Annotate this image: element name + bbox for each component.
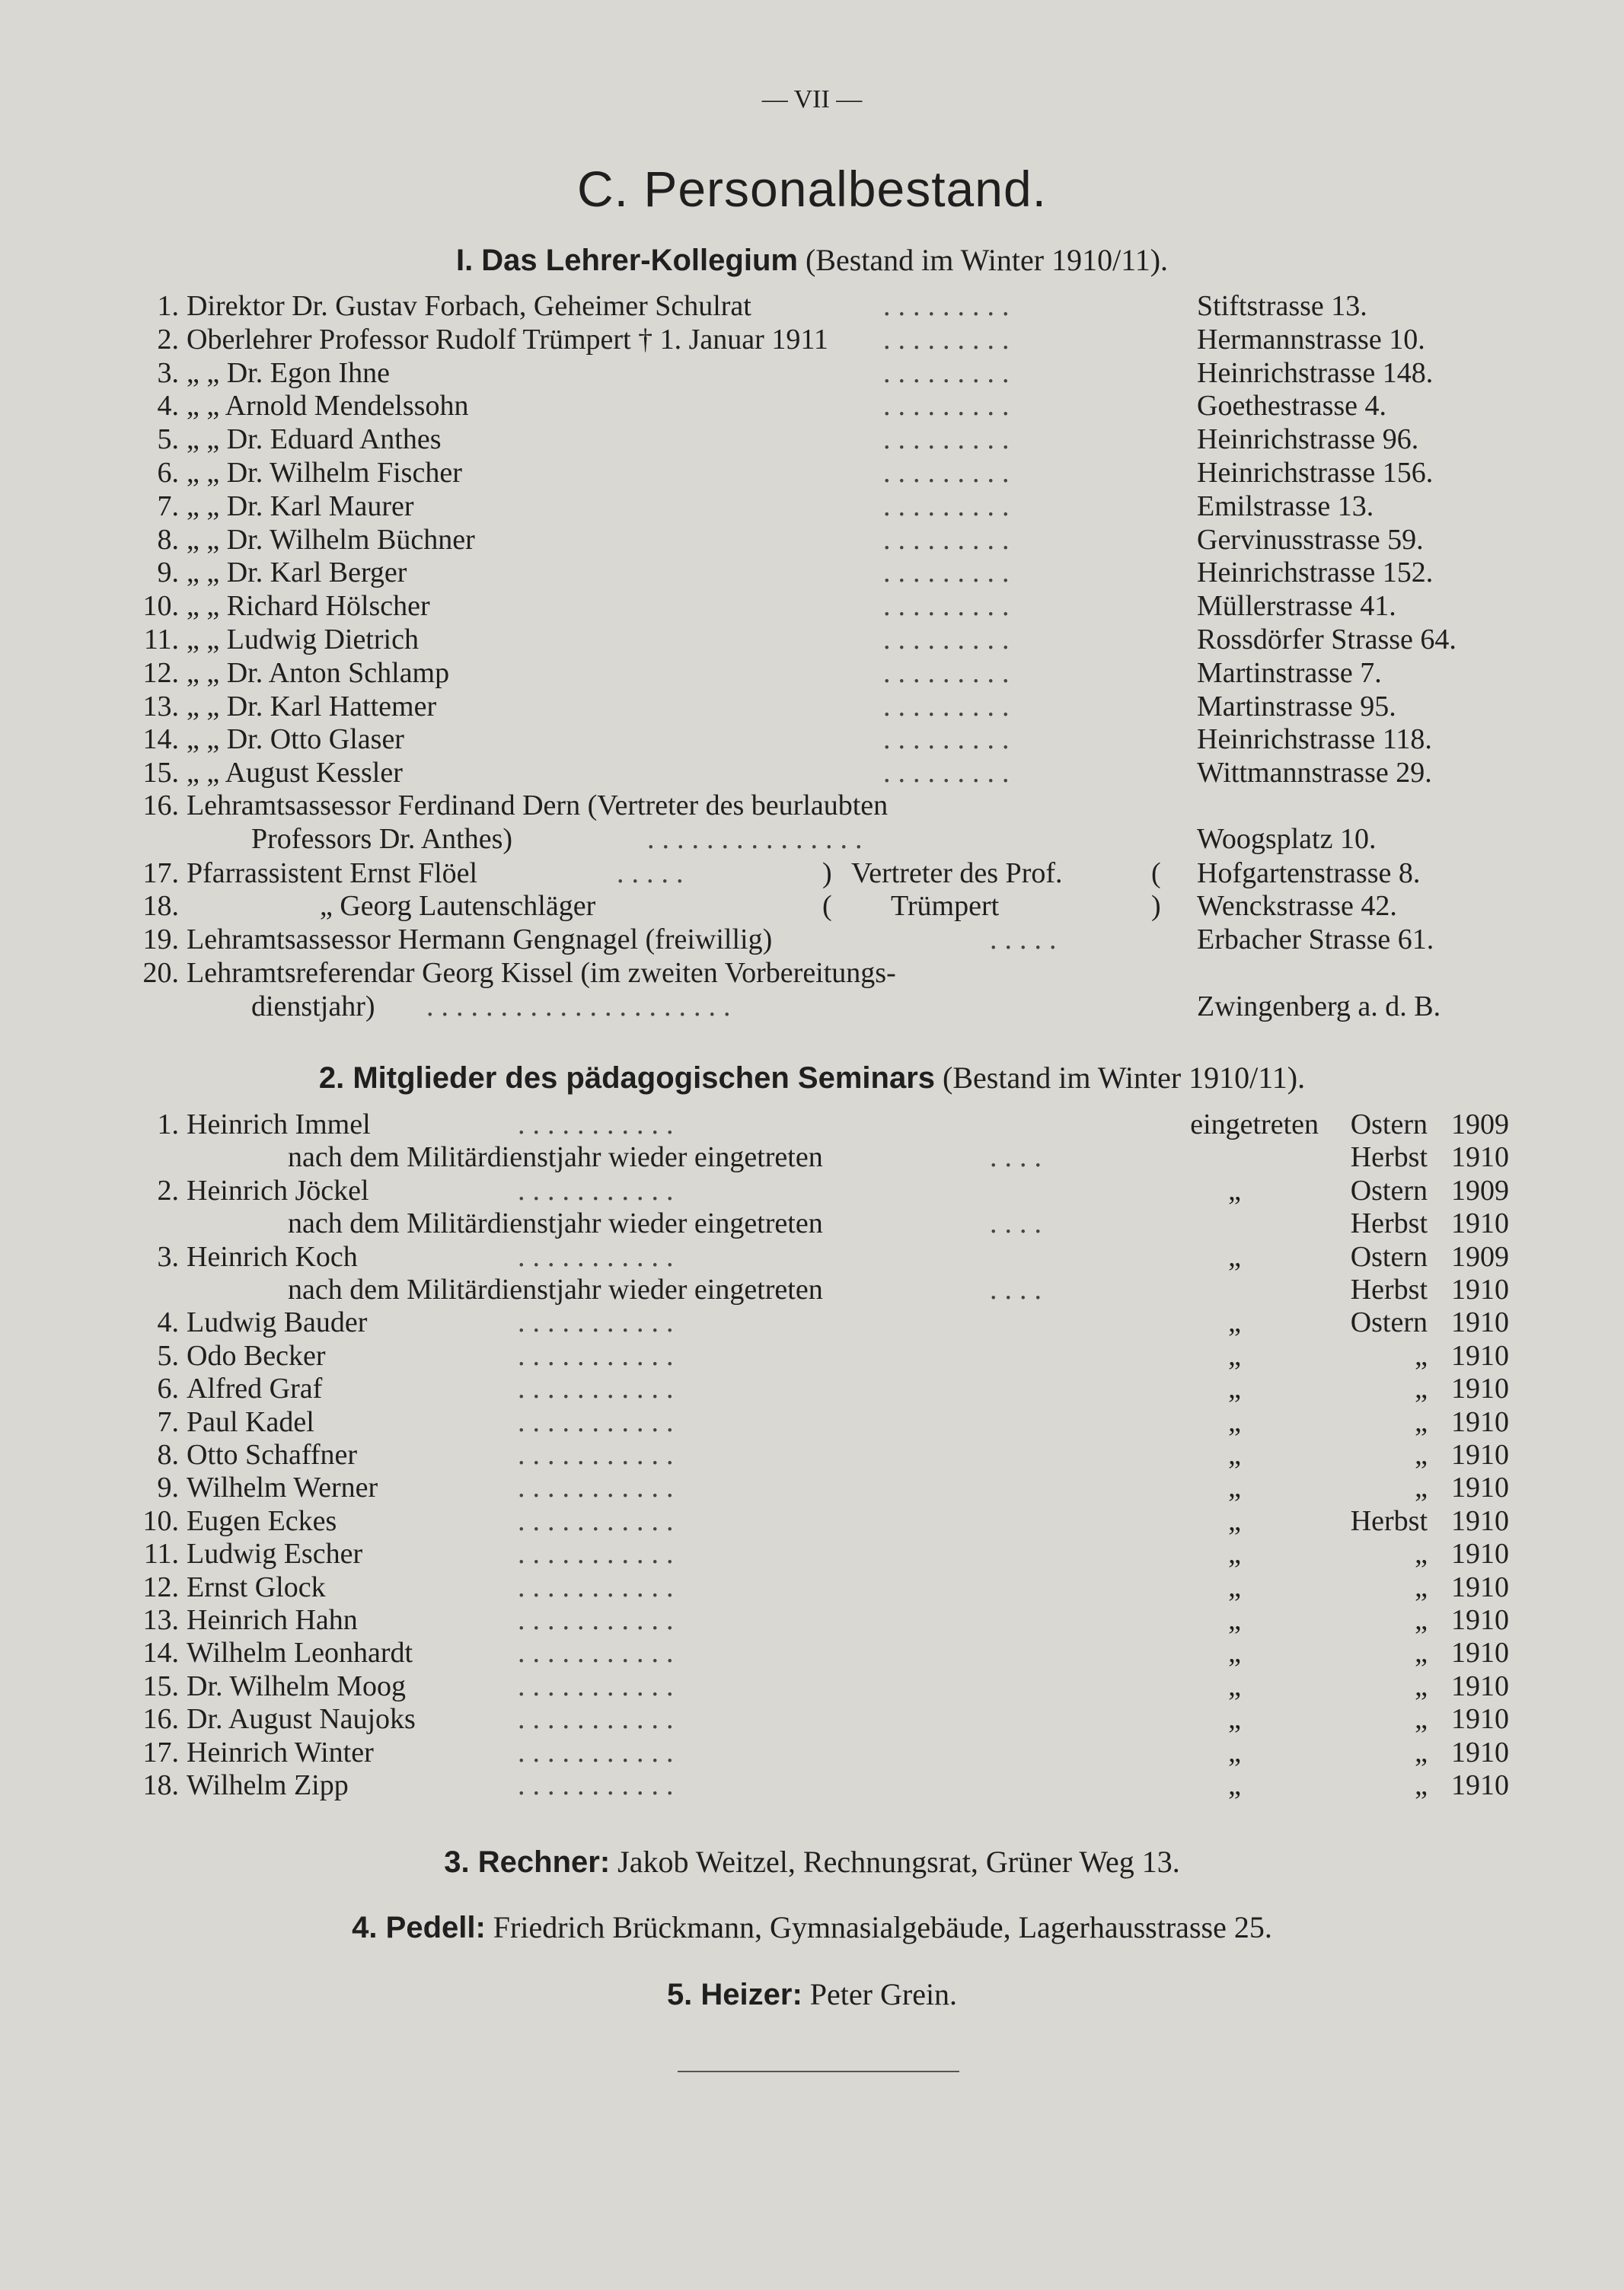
entry-label: „ (1228, 1306, 1241, 1339)
seminar-row (0, 1405, 1624, 1439)
staff-row-18 (0, 889, 1624, 923)
leader-dots: ......... (883, 390, 1017, 423)
leader-dots: .... (990, 1274, 1049, 1306)
entry-label: „ (1228, 1571, 1241, 1603)
entry-label: „ (1228, 1405, 1241, 1438)
entry-label: „ (1228, 1637, 1241, 1670)
leader-dots: ......... (883, 423, 1017, 456)
leader-dots: ........... (518, 1538, 681, 1571)
staff-row (0, 690, 1624, 723)
seminar-row (0, 1504, 1624, 1538)
row-number: 19. (142, 923, 179, 955)
leader-dots: ........... (518, 1703, 681, 1736)
leader-dots: ......... (883, 590, 1017, 623)
entry-term: Ostern (1350, 1240, 1428, 1273)
staff-text: Oberlehrer Professor Rudolf Trümpert † 1. Januar 1911 (187, 323, 828, 356)
staff-address: Wittmannstrasse 29. (1197, 757, 1432, 789)
row-number: 10. (142, 590, 179, 623)
seminar-row-note (0, 1207, 1624, 1240)
staff-address: Heinrichstrasse 96. (1197, 423, 1419, 456)
staff-text: „ „ Dr. Karl Berger (187, 557, 407, 589)
staff-address: Heinrichstrasse 156. (1197, 457, 1434, 489)
leader-dots: ......... (883, 323, 1017, 356)
staff-row-19 (0, 923, 1624, 956)
entry-year: 1910 (1451, 1339, 1509, 1372)
row-number: 11. (143, 624, 179, 655)
staff-address: Heinrichstrasse 118. (1197, 723, 1432, 756)
row-number: 14. (142, 723, 179, 756)
row-number: 8. (157, 523, 179, 556)
seminar-name: Odo Becker (187, 1339, 326, 1372)
entry-label: „ (1228, 1373, 1241, 1405)
staff-row-16 (0, 789, 1624, 822)
section5-text: Peter Grein. (802, 1977, 958, 2011)
leader-dots: ......... (883, 723, 1017, 756)
brace-left: ( (822, 890, 832, 922)
staff-row-16-cont (0, 822, 1624, 856)
entry-year: 1910 (1451, 1472, 1509, 1504)
entry-label: „ (1228, 1703, 1241, 1736)
staff-address: Gervinusstrasse 59. (1197, 523, 1424, 556)
seminar-row (0, 1174, 1624, 1207)
closing-rule (678, 2071, 959, 2072)
entry-year: 1910 (1451, 1538, 1509, 1571)
row-number: 10. (142, 1504, 179, 1537)
staff-address: Heinrichstrasse 148. (1197, 356, 1434, 389)
seminar-name: Heinrich Koch (187, 1240, 358, 1273)
seminar-name: Eugen Eckes (187, 1504, 337, 1537)
staff-address: Rossdörfer Strasse 64. (1197, 624, 1456, 655)
entry-term: „ (1415, 1405, 1428, 1438)
row-number: 13. (142, 690, 179, 722)
staff-address: Erbacher Strasse 61. (1197, 923, 1434, 955)
staff-address: Heinrichstrasse 152. (1197, 557, 1434, 589)
entry-label: „ (1228, 1604, 1241, 1636)
entry-year: 1910 (1451, 1207, 1509, 1240)
leader-dots: ......... (883, 523, 1017, 556)
entry-term: „ (1415, 1538, 1428, 1571)
entry-year: 1909 (1451, 1174, 1509, 1207)
row-number: 6. (157, 457, 179, 489)
staff-text: Professors Dr. Anthes) (251, 823, 513, 855)
section3-line (0, 1844, 1624, 1880)
seminar-name: Dr. Wilhelm Moog (187, 1670, 407, 1702)
staff-row (0, 356, 1624, 390)
leader-dots: ........... (518, 1670, 681, 1702)
seminar-row-note (0, 1140, 1624, 1174)
seminar-row (0, 1108, 1624, 1141)
leader-dots: ........... (518, 1604, 681, 1636)
staff-address: Martinstrasse 95. (1197, 690, 1396, 722)
leader-dots: ........... (518, 1373, 681, 1405)
seminar-row (0, 1339, 1624, 1373)
row-number: 9. (157, 1472, 179, 1504)
entry-term: Ostern (1350, 1108, 1428, 1140)
section1-heading-note: (Bestand im Winter 1910/11). (797, 243, 1169, 277)
row-number: 8. (157, 1439, 179, 1471)
entry-year: 1909 (1451, 1108, 1509, 1140)
brace-right: ) (1151, 890, 1161, 922)
seminar-name: Ludwig Escher (187, 1538, 363, 1571)
entry-term: Herbst (1350, 1207, 1428, 1240)
seminar-row (0, 1372, 1624, 1405)
section3-text: Jakob Weitzel, Rechnungsrat, Grüner Weg 13. (610, 1845, 1180, 1879)
staff-row (0, 523, 1624, 557)
staff-text: „ Georg Lautenschläger (320, 890, 596, 922)
entry-term: „ (1415, 1439, 1428, 1471)
seminar-row (0, 1736, 1624, 1769)
staff-text: Direktor Dr. Gustav Forbach, Geheimer Schulrat (187, 290, 751, 322)
staff-row (0, 656, 1624, 690)
staff-text: „ „ Dr. Anton Schlamp (187, 656, 450, 689)
seminar-name: Heinrich Winter (187, 1736, 374, 1769)
row-number: 9. (157, 557, 179, 589)
entry-term: „ (1415, 1472, 1428, 1504)
leader-dots: ........... (518, 1736, 681, 1769)
entry-year: 1910 (1451, 1736, 1509, 1769)
staff-row (0, 556, 1624, 589)
section5-label: 5. Heizer: (666, 1978, 802, 2011)
staff-text: Lehramtsassessor Hermann Gengnagel (freiwillig) (187, 923, 773, 955)
seminar-row (0, 1603, 1624, 1637)
entry-term: „ (1415, 1339, 1428, 1372)
leader-dots: ........... (518, 1405, 681, 1438)
row-number: 16. (142, 1703, 179, 1736)
staff-address: Hofgartenstrasse 8. (1197, 857, 1421, 889)
row-number: 5. (157, 423, 179, 456)
entry-label: eingetreten (1190, 1108, 1319, 1140)
section1-heading (0, 242, 1624, 278)
entry-label: „ (1228, 1174, 1241, 1207)
seminar-name: Wilhelm Zipp (187, 1769, 349, 1801)
seminar-row (0, 1769, 1624, 1802)
page-number: — VII — (761, 85, 863, 113)
row-number: 11. (143, 1538, 179, 1571)
staff-address: Woogsplatz 10. (1197, 823, 1377, 855)
entry-term: „ (1415, 1703, 1428, 1736)
staff-text: „ „ Arnold Mendelssohn (187, 390, 469, 423)
entry-term: „ (1415, 1637, 1428, 1670)
leader-dots: ......... (883, 690, 1017, 722)
entry-year: 1910 (1451, 1637, 1509, 1670)
seminar-note: nach dem Militärdienstjahr wieder eingetreten (288, 1274, 823, 1306)
seminar-note: nach dem Militärdienstjahr wieder eingetreten (288, 1141, 823, 1174)
leader-dots: ........... (518, 1571, 681, 1603)
entry-term: Ostern (1350, 1306, 1428, 1339)
entry-term: „ (1415, 1604, 1428, 1636)
leader-dots: ......... (883, 557, 1017, 589)
entry-label: „ (1228, 1670, 1241, 1702)
staff-text: „ „ Dr. Karl Maurer (187, 490, 414, 522)
staff-text: Lehramtsreferendar Georg Kissel (im zweiten Vorbereitungs- (187, 957, 896, 989)
seminar-row (0, 1438, 1624, 1472)
replacement-note: Vertreter des Prof. (851, 857, 1063, 889)
row-number: 20. (142, 957, 179, 989)
seminar-row (0, 1670, 1624, 1703)
seminar-row (0, 1537, 1624, 1571)
entry-term: „ (1415, 1373, 1428, 1405)
leader-dots: ........... (518, 1108, 681, 1140)
seminar-name: Alfred Graf (187, 1373, 323, 1405)
staff-address: Goethestrasse 4. (1197, 390, 1387, 423)
row-number: 3. (157, 356, 179, 389)
seminar-row (0, 1636, 1624, 1670)
entry-label: „ (1228, 1504, 1241, 1537)
staff-row (0, 623, 1624, 656)
entry-year: 1910 (1451, 1670, 1509, 1702)
row-number: 14. (142, 1637, 179, 1670)
leader-dots: ............... (647, 823, 870, 855)
seminar-name: Otto Schaffner (187, 1439, 358, 1471)
staff-text: Pfarrassistent Ernst Flöel (187, 857, 478, 889)
leader-dots: ......... (883, 757, 1017, 789)
staff-row (0, 456, 1624, 490)
entry-term: Herbst (1350, 1141, 1428, 1174)
seminar-name: Heinrich Hahn (187, 1604, 358, 1636)
entry-year: 1910 (1451, 1306, 1509, 1339)
row-number: 15. (142, 757, 179, 789)
page-title: C. Personalbestand. (576, 161, 1048, 217)
leader-dots: .... (990, 1207, 1049, 1240)
row-number: 12. (142, 656, 179, 689)
leader-dots: ........... (518, 1769, 681, 1801)
staff-address: Müllerstrasse 41. (1197, 590, 1396, 623)
seminar-name: Heinrich Jöckel (187, 1174, 369, 1207)
entry-year: 1910 (1451, 1604, 1509, 1636)
staff-row (0, 323, 1624, 356)
staff-address: Wenckstrasse 42. (1197, 890, 1397, 922)
staff-address: Martinstrasse 7. (1197, 656, 1382, 689)
leader-dots: ........... (518, 1240, 681, 1273)
staff-text: „ „ Dr. Wilhelm Büchner (187, 523, 475, 556)
seminar-row (0, 1571, 1624, 1604)
staff-row (0, 423, 1624, 456)
section4-line (0, 1909, 1624, 1945)
staff-address: Stiftstrasse 13. (1197, 290, 1367, 322)
section1-heading-label: I. Das Lehrer-Kollegium (455, 244, 798, 277)
staff-row-20-cont (0, 990, 1624, 1023)
entry-year: 1910 (1451, 1373, 1509, 1405)
row-number: 15. (142, 1670, 179, 1702)
seminar-note: nach dem Militärdienstjahr wieder eingetreten (288, 1207, 823, 1240)
seminar-name: Wilhelm Leonhardt (187, 1637, 413, 1670)
leader-dots: ......... (883, 656, 1017, 689)
row-number: 12. (142, 1571, 179, 1603)
entry-label: „ (1228, 1240, 1241, 1273)
seminar-row-note (0, 1273, 1624, 1306)
section3-label: 3. Rechner: (444, 1845, 611, 1879)
staff-text: „ „ Dr. Eduard Anthes (187, 423, 442, 456)
entry-year: 1910 (1451, 1141, 1509, 1174)
staff-text: „ „ Dr. Egon Ihne (187, 356, 390, 389)
row-number: 1. (157, 290, 179, 322)
entry-label: „ (1228, 1538, 1241, 1571)
staff-text: „ „ Richard Hölscher (187, 590, 430, 623)
leader-dots: ........... (518, 1472, 681, 1504)
entry-year: 1910 (1451, 1703, 1509, 1736)
entry-year: 1910 (1451, 1571, 1509, 1603)
row-number: 2. (157, 323, 179, 356)
entry-term: „ (1415, 1670, 1428, 1702)
entry-label: „ (1228, 1736, 1241, 1769)
section5-line (0, 1976, 1624, 2012)
row-number: 3. (157, 1240, 179, 1273)
row-number: 7. (157, 1405, 179, 1438)
brace-left: ) (822, 857, 832, 889)
leader-dots: ......... (883, 290, 1017, 322)
row-number: 4. (157, 1306, 179, 1339)
staff-address: Emilstrasse 13. (1197, 490, 1374, 522)
staff-text: „ „ Dr. Karl Hattemer (187, 690, 437, 722)
leader-dots: ..... (990, 923, 1064, 955)
entry-term: Herbst (1350, 1274, 1428, 1306)
row-number: 18. (142, 890, 179, 922)
entry-term: „ (1415, 1769, 1428, 1801)
section4-label: 4. Pedell: (352, 1911, 486, 1944)
leader-dots: ..... (617, 857, 691, 889)
seminar-row (0, 1471, 1624, 1504)
row-number: 4. (157, 390, 179, 423)
entry-term: Herbst (1350, 1504, 1428, 1537)
section2-heading-label: 2. Mitglieder des pädagogischen Seminars (318, 1061, 936, 1095)
section2-heading-note: (Bestand im Winter 1910/11). (935, 1060, 1306, 1095)
entry-label: „ (1228, 1339, 1241, 1372)
row-number: 13. (142, 1604, 179, 1636)
entry-year: 1909 (1451, 1240, 1509, 1273)
row-number: 7. (157, 490, 179, 522)
section2-heading (0, 1060, 1624, 1096)
seminar-row (0, 1306, 1624, 1339)
leader-dots: ........... (518, 1174, 681, 1207)
replacement-note: Trümpert (891, 890, 1000, 922)
row-number: 17. (142, 1736, 179, 1769)
entry-year: 1910 (1451, 1504, 1509, 1537)
staff-address: Zwingenberg a. d. B. (1197, 990, 1441, 1022)
staff-row (0, 589, 1624, 623)
entry-label: „ (1228, 1472, 1241, 1504)
staff-row (0, 756, 1624, 789)
entry-term: Ostern (1350, 1174, 1428, 1207)
staff-text: „ „ Dr. Wilhelm Fischer (187, 457, 462, 489)
row-number: 18. (142, 1769, 179, 1801)
leader-dots: ......... (883, 624, 1017, 655)
leader-dots: .... (990, 1141, 1049, 1174)
entry-label: „ (1228, 1439, 1241, 1471)
seminar-name: Paul Kadel (187, 1405, 314, 1438)
entry-year: 1910 (1451, 1769, 1509, 1801)
seminar-name: Wilhelm Werner (187, 1472, 378, 1504)
row-number: 1. (157, 1108, 179, 1140)
leader-dots: ........... (518, 1339, 681, 1372)
entry-year: 1910 (1451, 1405, 1509, 1438)
staff-row (0, 722, 1624, 756)
leader-dots: ......... (883, 457, 1017, 489)
staff-text: „ „ August Kessler (187, 757, 403, 789)
staff-text: Lehramtsassessor Ferdinand Dern (Vertreter des beurlaubten (187, 789, 889, 821)
leader-dots: ........... (518, 1504, 681, 1537)
leader-dots: ......... (883, 490, 1017, 522)
entry-term: „ (1415, 1571, 1428, 1603)
seminar-name: Ludwig Bauder (187, 1306, 368, 1339)
seminar-name: Dr. August Naujoks (187, 1703, 416, 1736)
staff-row (0, 289, 1624, 323)
staff-row (0, 389, 1624, 423)
entry-label: „ (1228, 1769, 1241, 1801)
row-number: 5. (157, 1339, 179, 1372)
row-number: 17. (142, 857, 179, 889)
staff-address: Hermannstrasse 10. (1197, 323, 1425, 356)
seminar-name: Heinrich Immel (187, 1108, 371, 1140)
leader-dots: ........... (518, 1306, 681, 1339)
staff-text: „ „ Dr. Otto Glaser (187, 723, 404, 756)
entry-year: 1910 (1451, 1439, 1509, 1471)
staff-row-17 (0, 856, 1624, 890)
leader-dots: ........... (518, 1439, 681, 1471)
staff-text: dienstjahr) (251, 990, 375, 1022)
row-number: 6. (157, 1373, 179, 1405)
brace-right: ( (1151, 857, 1161, 889)
staff-text: „ „ Ludwig Dietrich (187, 624, 419, 655)
seminar-name: Ernst Glock (187, 1571, 326, 1603)
seminar-row (0, 1240, 1624, 1274)
staff-row (0, 490, 1624, 523)
seminar-row (0, 1702, 1624, 1736)
staff-row-20 (0, 956, 1624, 990)
row-number: 2. (157, 1174, 179, 1207)
entry-term: „ (1415, 1736, 1428, 1769)
leader-dots: ......... (883, 356, 1017, 389)
entry-year: 1910 (1451, 1274, 1509, 1306)
leader-dots: ..................... (426, 990, 739, 1022)
section4-text: Friedrich Brückmann, Gymnasialgebäude, Lagerhausstrasse 25. (485, 1910, 1272, 1944)
leader-dots: ........... (518, 1637, 681, 1670)
row-number: 16. (142, 789, 179, 821)
